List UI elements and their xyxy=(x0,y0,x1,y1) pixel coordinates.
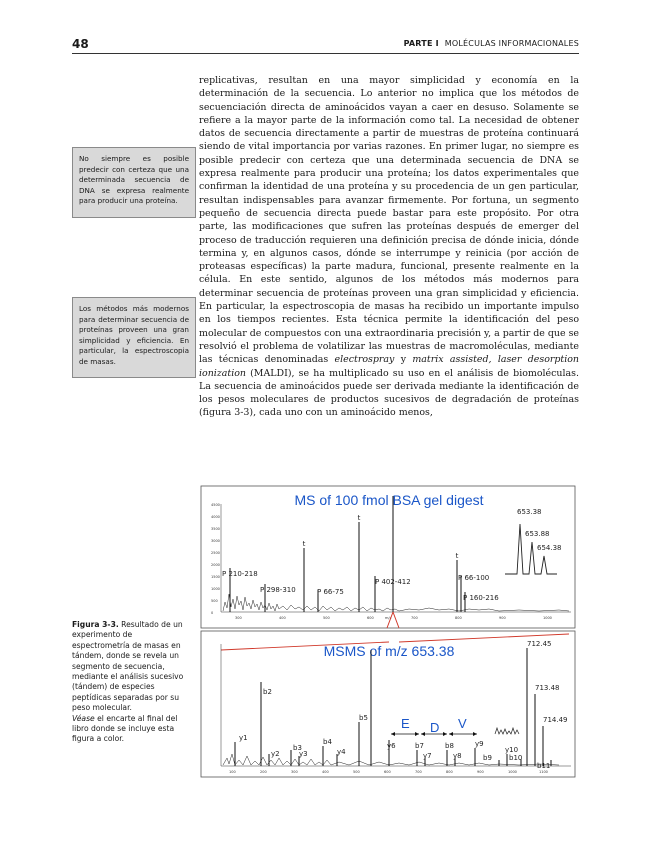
term-electrospray: electrospray xyxy=(334,354,395,366)
figure-caption xyxy=(72,620,190,745)
bottom-x-tick-1000: 1000 xyxy=(508,770,517,774)
top-x-tick-1000: 1000 xyxy=(543,616,552,620)
top-y-tick-0: 0 xyxy=(211,611,214,615)
part-title: MOLÉCULAS INFORMACIONALES xyxy=(444,39,579,48)
ion-b11: b11 xyxy=(537,762,551,770)
bottom-x-tick-900: 900 xyxy=(477,770,484,774)
body-conjunction: y xyxy=(394,354,413,366)
top-x-tick-700: 700 xyxy=(411,616,418,620)
residue-e: E xyxy=(401,716,410,731)
mass-spectra-svg xyxy=(199,484,579,780)
inset-label-653-38: 653.38 xyxy=(517,508,542,516)
bottom-x-tick-300: 300 xyxy=(291,770,298,774)
inset-label-654-38: 654.38 xyxy=(537,544,562,552)
top-y-tick-500: 500 xyxy=(211,599,218,603)
top-label-p298: P 298-310 xyxy=(260,586,296,594)
top-peak-marker-2: t xyxy=(357,514,361,522)
residue-d: D xyxy=(430,720,440,735)
caption-see-text: el encarte al final del libro donde se incluye esta figura a color. xyxy=(72,713,178,744)
figure-3-3 xyxy=(199,484,579,780)
top-x-axis-label: m/z xyxy=(385,616,392,620)
ion-y6: y6 xyxy=(387,742,396,750)
top-x-tick-400: 400 xyxy=(279,616,286,620)
ms2-label-712: 712.45 xyxy=(527,640,552,648)
figure-label: Figura 3-3. xyxy=(72,620,119,629)
ion-b3: b3 xyxy=(293,744,302,752)
top-y-tick-4500: 4500 xyxy=(211,503,220,507)
term-maldi: matrix assisted, laser desorption ionization xyxy=(199,354,579,379)
bottom-panel-title: MSMS of m/z 653.38 xyxy=(323,643,455,659)
margin-note-1: No siempre es posible predecir con certeza que una determinada secuencia de DNA se expresa realmente para producir una proteína. xyxy=(72,147,196,218)
top-x-tick-800: 800 xyxy=(455,616,462,620)
part-label: PARTE I xyxy=(403,39,439,48)
bottom-x-tick-400: 400 xyxy=(322,770,329,774)
top-y-tick-4000: 4000 xyxy=(211,515,220,519)
ion-b10: b10 xyxy=(509,754,523,762)
ms2-label-713: 713.48 xyxy=(535,684,560,692)
top-y-tick-1000: 1000 xyxy=(211,587,220,591)
running-head xyxy=(404,39,579,48)
ion-y4: y4 xyxy=(337,748,346,756)
top-x-tick-500: 500 xyxy=(323,616,330,620)
bottom-x-tick-600: 600 xyxy=(384,770,391,774)
bottom-x-tick-100: 100 xyxy=(229,770,236,774)
top-panel-title: MS of 100 fmol BSA gel digest xyxy=(294,492,484,508)
ion-y10: y10 xyxy=(505,746,519,754)
top-x-tick-300: 300 xyxy=(235,616,242,620)
ion-y1: y1 xyxy=(239,734,248,742)
bottom-x-tick-200: 200 xyxy=(260,770,267,774)
top-x-tick-900: 900 xyxy=(499,616,506,620)
residue-v: V xyxy=(458,716,467,731)
bottom-x-tick-1100: 1100 xyxy=(539,770,548,774)
ion-b4: b4 xyxy=(323,738,332,746)
main-body-text xyxy=(199,74,579,420)
ion-y3: y3 xyxy=(299,750,308,758)
ion-b9: b9 xyxy=(483,754,492,762)
body-paragraph-part-1: replicativas, resultan en una mayor simplicidad y economía en la determinación de la secuencia. Lo anterior no implica que los métodos de secuenciación directa de aminoácidos vayan a caer en desuso. Solamente se refiere a la mayor parte de la información como tal. La necesidad de obtener datos de secuencia directamente a partir de muestras de proteína continuará siendo de vital importancia por varias razones. En primer lugar, no siempre es posible predecir con certeza que una determinada secuencia de DNA se expresa realmente para producir una proteína; los datos experimentales que confirman la identidad de una proteína y su procedencia de un gen particular, resultan indispensables para avanzar firmemente. Por fortuna, un segmento pequeño de secuencia directa puede bastar para este propósito. Por otra parte, las modificaciones que sufren las proteínas después de emerger del proceso de traducción requieren una definición precisa de dónde inicia, dónde termina y, en algunos casos, dónde se interrumpe y reinicia (por acción de proteasas específicas) la parte madura, funcional, presente realmente en la célula. En este sentido, algunos de los métodos más modernos para determinar secuencia de proteínas proveen una gran simplicidad y eficiencia. En particular, la espectroscopia de masas ha recibido un importante impulso en los tiempos recientes. Esta técnica permite la identificación del peso molecular de compuestos con una extraordinaria precisión y, a partir de que se resolvió el problema de volatilizar las muestras de macromoléculas, mediante las técnicas denominadas xyxy=(199,75,579,366)
caption-see: Véase xyxy=(72,713,95,723)
top-label-p66: P 66-75 xyxy=(317,588,344,596)
ion-y7: y7 xyxy=(423,752,432,760)
bottom-x-tick-700: 700 xyxy=(415,770,422,774)
ion-y8: y8 xyxy=(453,752,462,760)
ms2-label-714: 714.49 xyxy=(543,716,568,724)
top-y-tick-3500: 3500 xyxy=(211,527,220,531)
top-y-tick-1500: 1500 xyxy=(211,575,220,579)
caption-text: Resultado de un experimento de espectrometría de masas en tándem, donde se revela un segmento de secuencia, mediante el análisis sucesivo (tándem) de especies peptídicas separadas por su peso molecular. xyxy=(72,620,184,713)
ion-b7: b7 xyxy=(415,742,424,750)
ion-b2: b2 xyxy=(263,688,272,696)
inset-label-653-88: 653.88 xyxy=(525,530,550,538)
ion-y2: y2 xyxy=(271,750,280,758)
top-y-tick-3000: 3000 xyxy=(211,539,220,543)
margin-note-2: Los métodos más modernos para determinar secuencia de proteínas proveen una gran simplicidad y eficiencia. En particular, la espectroscopia de masas. xyxy=(72,297,196,378)
top-peak-marker-1: t xyxy=(302,540,306,548)
top-peak-marker-3: t xyxy=(455,552,459,560)
bottom-x-tick-500: 500 xyxy=(353,770,360,774)
bottom-x-tick-800: 800 xyxy=(446,770,453,774)
top-label-p402: P 402-412 xyxy=(375,578,411,586)
top-x-tick-600: 600 xyxy=(367,616,374,620)
top-label-p210: P 210-218 xyxy=(222,570,258,578)
ion-b5: b5 xyxy=(359,714,368,722)
top-y-tick-2000: 2000 xyxy=(211,563,220,567)
top-y-tick-2500: 2500 xyxy=(211,551,220,555)
ion-b8: b8 xyxy=(445,742,454,750)
header-rule xyxy=(72,53,579,54)
top-label-p66-100: P 66-100 xyxy=(458,574,490,582)
body-paragraph-part-2: (MALDI), se ha multiplicado su uso en el análisis de biomoléculas. La secuencia de aminoácidos puede ser derivada mediante la identificación de los pesos moleculares de productos sucesivos de degradación de proteínas (figura 3-3), cada uno con un aminoácido menos, xyxy=(199,367,579,419)
top-label-p160: P 160-216 xyxy=(463,594,499,602)
ion-y9: y9 xyxy=(475,740,484,748)
page-number: 48 xyxy=(72,37,89,51)
